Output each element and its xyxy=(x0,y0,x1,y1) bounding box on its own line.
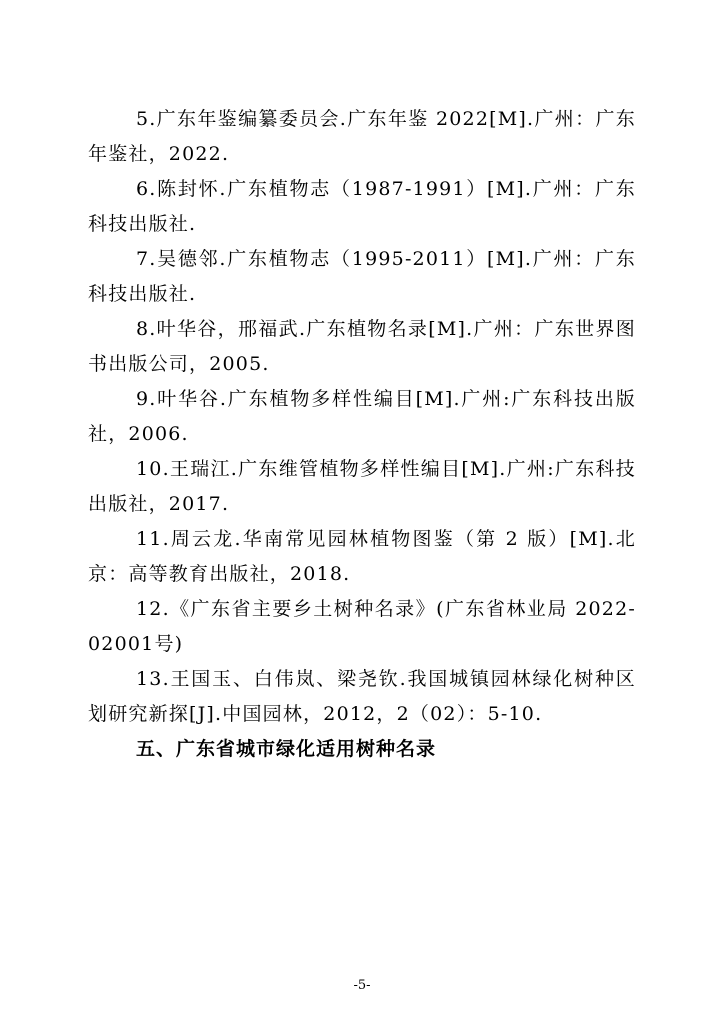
page-number: -5- xyxy=(353,978,371,993)
reference-item-13: 13.王国玉、白伟岚、梁尧钦.我国城镇园林绿化树种区划研究新探[J].中国园林，2012，2（02）：5-10. xyxy=(88,668,636,725)
section-heading: 五、广东省城市绿化适用树种名录 xyxy=(136,738,437,760)
document-page xyxy=(88,102,636,767)
reference-item-7: 7.吴德邻.广东植物志（1995-2011）[M].广州：广东科技出版社. xyxy=(88,248,636,305)
reference-item-10: 10.王瑞江.广东维管植物多样性编目[M].广州:广东科技出版社，2017. xyxy=(88,458,636,515)
reference-item-11: 11.周云龙.华南常见园林植物图鉴（第 2 版）[M].北京：高等教育出版社，2018. xyxy=(88,528,636,585)
reference-item-9: 9.叶华谷.广东植物多样性编目[M].广州:广东科技出版社，2006. xyxy=(88,388,636,445)
reference-item-5: 5.广东年鉴编纂委员会.广东年鉴 2022[M].广州：广东年鉴社，2022. xyxy=(88,108,636,165)
reference-item-6: 6.陈封怀.广东植物志（1987-1991）[M].广州：广东科技出版社. xyxy=(88,178,636,235)
reference-item-12: 12.《广东省主要乡土树种名录》(广东省林业局 2022-02001号) xyxy=(88,598,636,655)
reference-item-8: 8.叶华谷，邢福武.广东植物名录[M].广州：广东世界图书出版公司，2005. xyxy=(88,318,636,375)
